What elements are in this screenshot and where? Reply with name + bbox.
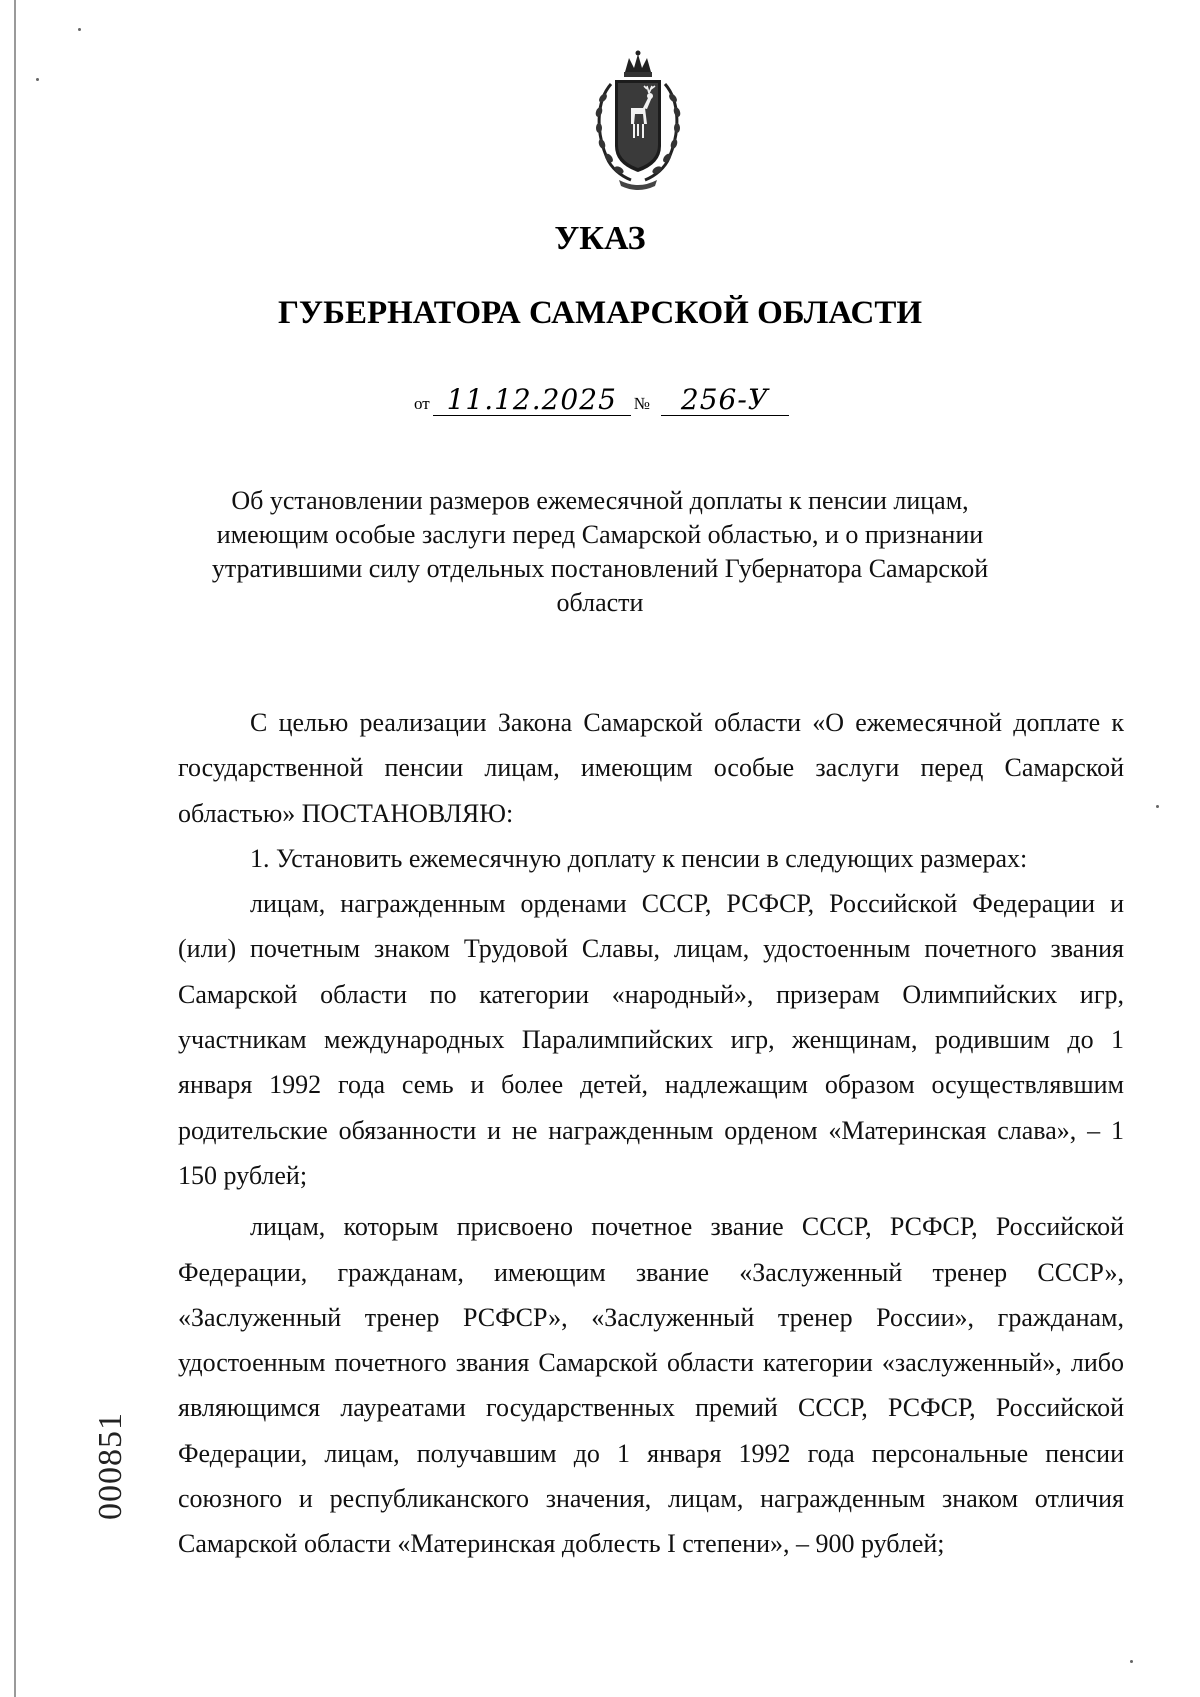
issuer-title: ГУБЕРНАТОРА САМАРСКОЙ ОБЛАСТИ: [277, 295, 923, 331]
decree-date-handwritten: 11.12.2025: [433, 385, 631, 416]
decree-date-number-line: [0, 385, 1200, 416]
number-label: №: [633, 394, 650, 413]
scan-speck: [36, 78, 39, 81]
samara-coat-of-arms-icon: [589, 50, 687, 190]
clause-1-category-1150: лицам, награжденным орденами СССР, РСФСР, Российской Федерации и (или) почетным знаком Трудовой Славы, лицам, удостоенным почетного звания Самарской области по категории «народный», призерам Олимпийских игр, участникам международных Паралимпийских игр, женщинам, родившим до 1 января 1992 года семь и более детей, надлежащим образом осуществлявшим родительские обязанности и не награжденным орденом «Материнская слава», – 1 150 рублей;: [178, 889, 1124, 1190]
scan-speck: [1156, 805, 1159, 808]
decree-subject-heading: Об установлении размеров ежемесячной доплаты к пенсии лицам, имеющим особые заслуги перед Самарской областью, и о признании утратившими силу отдельных постановлений Губернатора Самарской области: [211, 486, 989, 617]
decree-body: [178, 700, 1124, 1567]
clause-1-paragraph: 1. Установить ежемесячную доплату к пенсии в следующих размерах:: [250, 843, 1028, 873]
clause-1-category-900: лицам, которым присвоено почетное звание СССР, РСФСР, Российской Федерации, гражданам, имеющим звание «Заслуженный тренер СССР», «Заслуженный тренер РСФСР», «Заслуженный тренер России», гражданам, удостоенным почетного звания Самарской области категории «заслуженный», либо являющимся лауреатами государственных премий СССР, РСФСР, Российской Федерации, лицам, получавшим до 1 января 1992 года персональные пенсии союзного и республиканского значения, лицам, награжденным знаком отличия Самарской области «Материнская доблесть I степени», – 900 рублей;: [178, 1212, 1124, 1559]
scan-speck: [78, 28, 81, 31]
date-prefix-label: от: [414, 394, 430, 413]
margin-serial-stamp: 000851: [92, 1412, 129, 1520]
document-type-title: УКАЗ: [554, 220, 646, 257]
preamble-paragraph: С целью реализации Закона Самарской области «О ежемесячной доплате к государственной пенсии лицам, имеющим особые заслуги перед Самарской областью» ПОСТАНОВЛЯЮ:: [178, 708, 1124, 828]
scan-speck: [1130, 1660, 1133, 1663]
decree-number-handwritten: 256-У: [661, 385, 789, 416]
